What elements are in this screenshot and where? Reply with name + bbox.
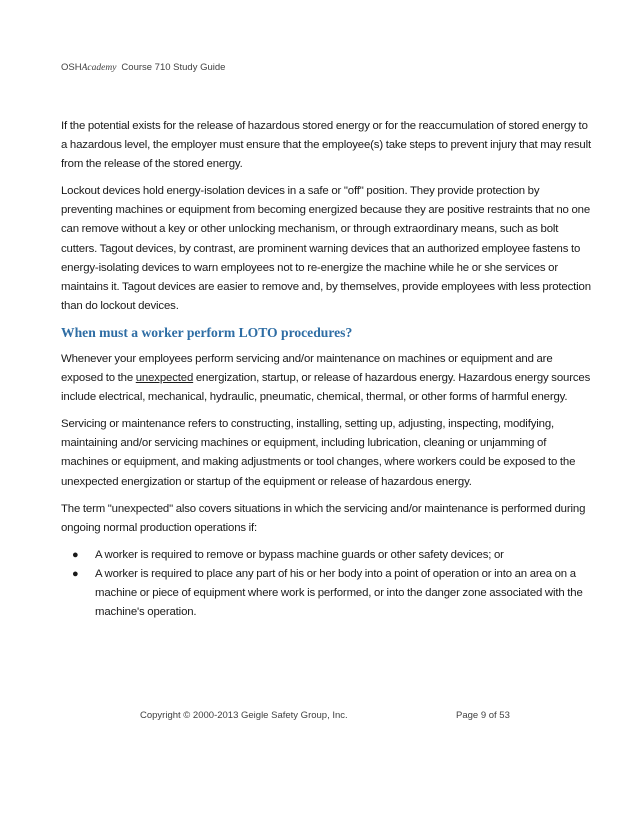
paragraph-when-loto-end: energization, startup, or release of hazardous energy. Hazardous energy sources include electrical, mechanical, hydraulic, pneumatic, chemical, thermal, or other forms of harmful energy. (61, 372, 591, 404)
brand-name-academy: Academy (81, 63, 117, 73)
list-item (61, 565, 591, 622)
section-heading: When must a worker perform LOTO procedures? (61, 324, 353, 340)
page-body (61, 117, 591, 622)
paragraph-lockout-tagout-devices: Lockout devices hold energy-isolation devices in a safe or "off" position. They provide protection by preventing machines or equipment from becoming energized because they are positive restraints that no one can remove without a key or other unlocking mechanism, or through extraordinary means, such as bolt cutters. Tagout devices, by contrast, are prominent warning devices that an authorized employee fastens to energy-isolating devices to warn employees not to re-energize the machine while he or she services or maintains it. Tagout devices are easier to remove and, by themselves, provide employees with less protection than do lockout devices. (61, 185, 591, 312)
footer-copyright: Copyright © 2000-2013 Geigle Safety Group, Inc. (140, 710, 348, 721)
page-header (61, 62, 225, 73)
bullet-icon: ● (72, 548, 79, 561)
brand-name-osh: OSH (61, 62, 82, 73)
footer-page-number: Page 9 of 53 (456, 710, 510, 721)
paragraph-unexpected-term: The term "unexpected" also covers situations in which the servicing and/or maintenance is performed during ongoing normal production operations if: (61, 502, 586, 534)
paragraph-when-loto (61, 350, 591, 407)
list-item-text: A worker is required to remove or bypass machine guards or other safety devices; or (95, 548, 504, 561)
paragraph-servicing-definition: Servicing or maintenance refers to constructing, installing, setting up, adjusting, inspecting, modifying, maintaining and/or servicing machines or equipment, including lubrication, cleaning or unjamming of machines or equipment, and making adjustments or tool changes, where workers could be exposed to the unexpected energization or startup of the equipment or release of hazardous energy. (61, 418, 576, 488)
paragraph-when-loto-start: Whenever your employees perform servicing and/or maintenance on machines or equipment and are exposed to the (61, 352, 553, 385)
list-item-text: A worker is required to place any part of his or her body into a point of operation or into an area on a machine or piece of equipment where work is performed, or into the danger zone associated with the machine's operation. (95, 567, 583, 619)
bullet-icon: ● (72, 567, 79, 580)
paragraph-stored-energy: If the potential exists for the release of hazardous stored energy or for the reaccumulation of stored energy to a hazardous level, the employer must ensure that the employee(s) take steps to prevent injury that may result from the release of the stored energy. (61, 120, 592, 171)
underlined-term-unexpected: unexpected (135, 372, 194, 385)
course-title: Course 710 Study Guide (121, 62, 226, 73)
list-item (61, 546, 591, 565)
bullet-list (61, 546, 591, 622)
